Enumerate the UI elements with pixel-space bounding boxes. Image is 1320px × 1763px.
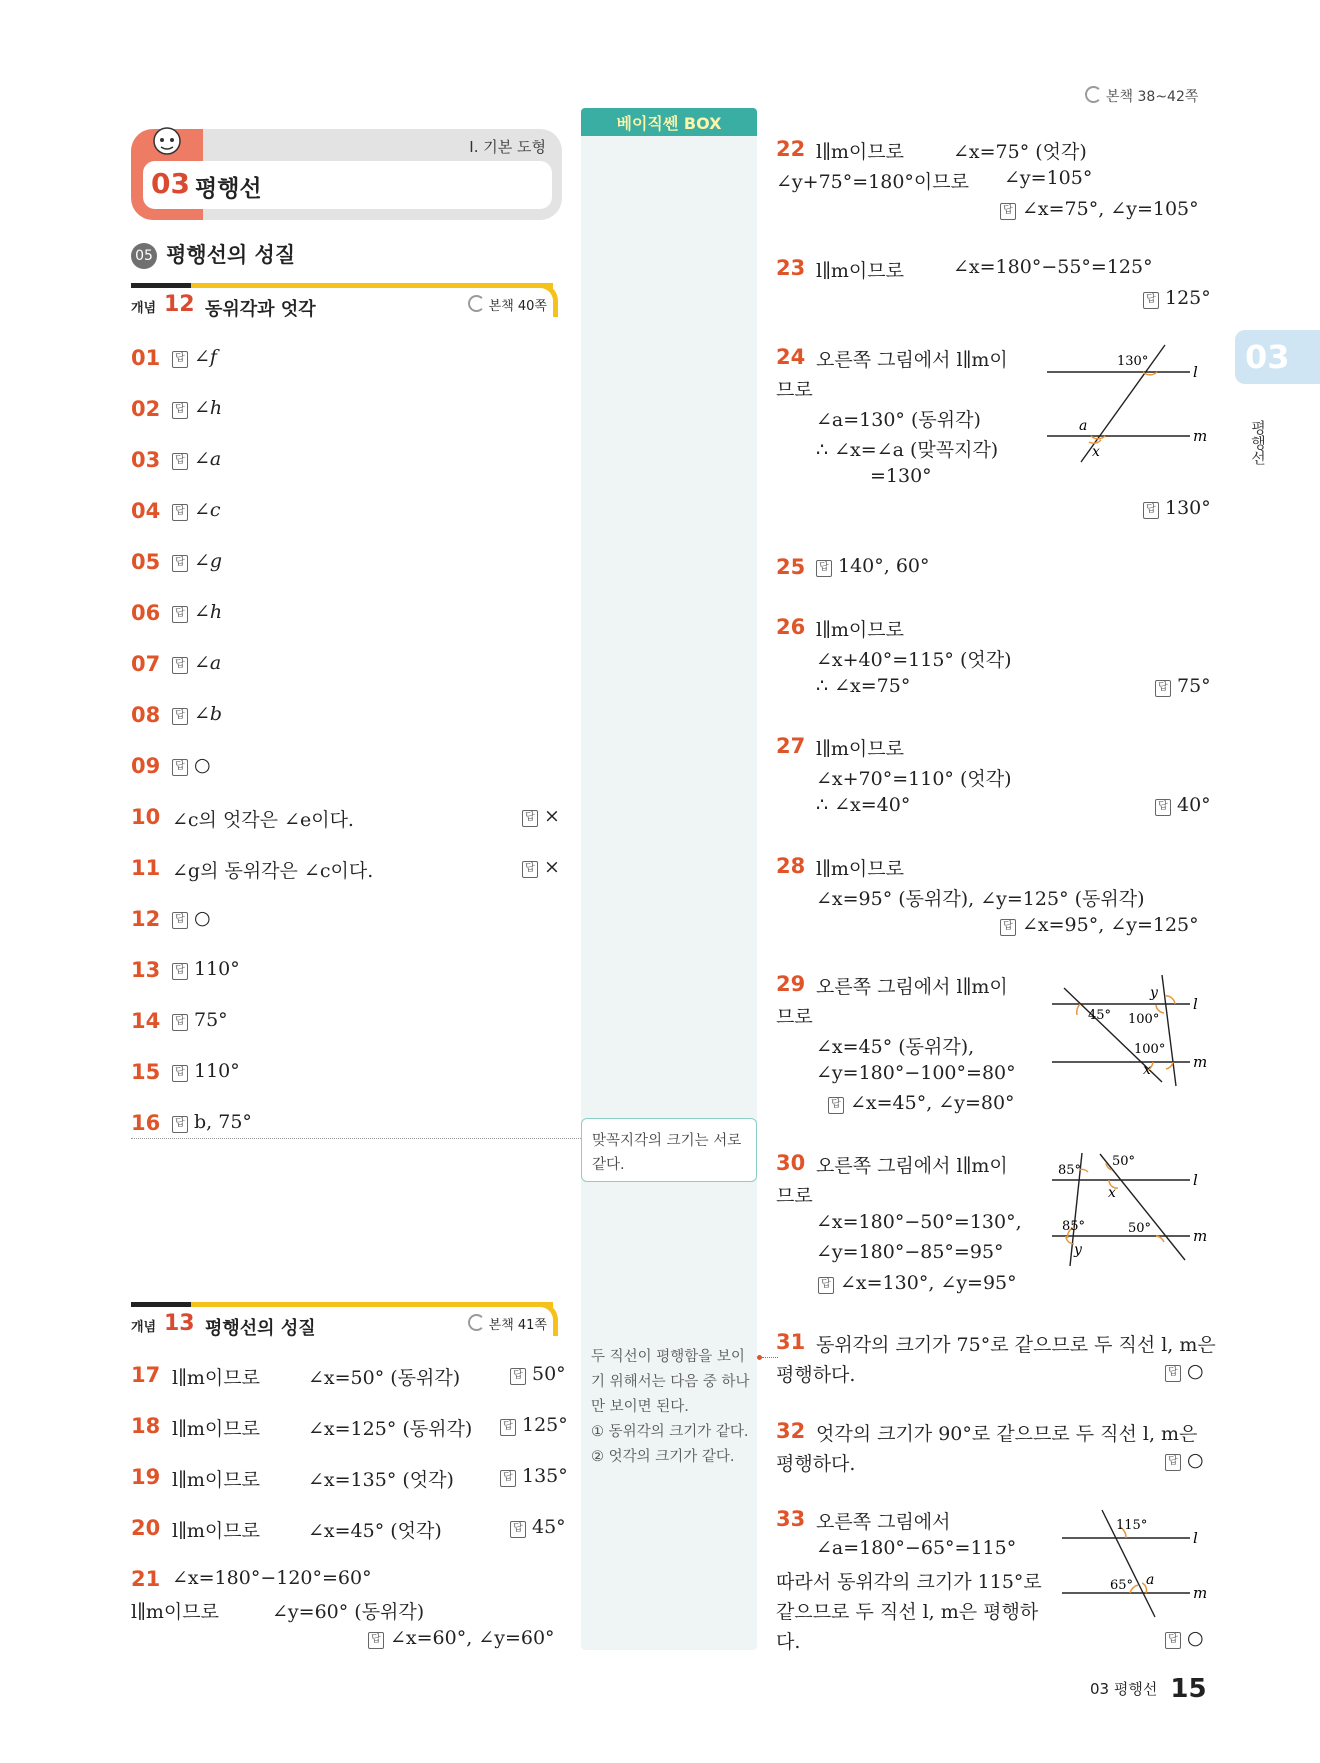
answer-value: × — [544, 805, 560, 827]
problem-number: 30 — [776, 1151, 806, 1175]
answer-value: ∠c — [194, 499, 221, 521]
answer-value: ∠g — [194, 550, 223, 572]
problem-number: 19 — [131, 1465, 161, 1489]
answer-mark-icon: 답 — [816, 560, 832, 577]
answer-value: 75° — [194, 1009, 228, 1031]
section-num-badge: 05 — [131, 243, 157, 269]
problem-text: l∥m이므로 — [172, 1418, 260, 1440]
answer-mark-icon: 답 — [510, 1368, 526, 1385]
answer-value: ∠h — [194, 601, 223, 623]
problem-number: 20 — [131, 1516, 161, 1540]
figure-label: 115° — [1116, 1518, 1148, 1533]
problem-text: 다. — [776, 1631, 801, 1653]
answer — [172, 448, 221, 470]
answer-mark-icon: 답 — [500, 1419, 516, 1436]
problem-text: ∠y=180°−100°=80° — [816, 1062, 1016, 1084]
problem-text: ∠x=95° (동위각), ∠y=125° (동위각) — [816, 888, 1145, 910]
answer-mark-icon: 답 — [522, 861, 538, 878]
figure-label: 100° — [1128, 1012, 1160, 1027]
figure-label: 50° — [1128, 1221, 1152, 1236]
answer — [172, 550, 222, 572]
chapter-num: 03 — [151, 167, 190, 200]
book-ref-icon — [468, 295, 485, 312]
answer — [172, 346, 217, 368]
concept13-title: 평행선의 성질 — [205, 1318, 316, 1339]
concept13-ref — [468, 1314, 547, 1333]
answer-mark-icon: 답 — [1155, 799, 1171, 816]
answer-mark-icon: 답 — [500, 1470, 516, 1487]
concept13-ref-text: 본책 41쪽 — [488, 1318, 547, 1333]
footer-label: 03 평행선 — [1090, 1680, 1158, 1698]
problem-number: 05 — [131, 550, 161, 574]
answer-value: 40° — [1177, 794, 1211, 816]
problem-text: ∠x=180°−55°=125° — [953, 256, 1153, 278]
problem-text: ∠y=180°−85°=95° — [816, 1241, 1004, 1263]
book-ref-icon — [468, 1314, 485, 1331]
answer-mark-icon: 답 — [172, 1116, 188, 1133]
problem-number: 15 — [131, 1060, 161, 1084]
problem-text: ∴ ∠x=40° — [816, 794, 911, 816]
problem-text: ∠x=45° (동위각), — [816, 1036, 975, 1058]
problem-text: ∠x=45° (엇각) — [308, 1520, 442, 1542]
problem-text: l∥m이므로 — [816, 141, 904, 163]
answer-mark-icon: 답 — [172, 657, 188, 674]
answer-mark-icon: 답 — [172, 1065, 188, 1082]
figure-label: 65° — [1110, 1578, 1134, 1593]
answer — [172, 499, 221, 521]
answer-mark-icon: 답 — [1165, 1632, 1181, 1649]
concept12-num: 12 — [164, 292, 195, 317]
problem-text: ∠a=180°−65°=115° — [816, 1537, 1017, 1559]
problem-number: 06 — [131, 601, 161, 625]
answer — [1165, 1360, 1204, 1382]
section-title — [131, 239, 295, 269]
answer — [500, 1414, 568, 1436]
problem-text: 므로 — [776, 379, 813, 401]
figure-label: 85° — [1058, 1163, 1082, 1178]
answer-mark-icon: 답 — [1000, 203, 1016, 220]
chapter-header — [131, 129, 562, 220]
answer-mark-icon: 답 — [368, 1632, 384, 1649]
note2-line: ② 엇각의 크기가 같다. — [591, 1449, 735, 1465]
note2-line: 두 직선이 평행함을 보이기 위해서는 다음 중 하나만 보이면 된다. — [591, 1349, 750, 1415]
problem-number: 22 — [776, 137, 806, 161]
problem-number: 16 — [131, 1111, 161, 1135]
problem-number: 07 — [131, 652, 161, 676]
problem-text: 오른쪽 그림에서 l∥m이 — [816, 349, 1008, 371]
problem-number: 27 — [776, 734, 806, 758]
problem-text: ∠y=105° — [1004, 167, 1093, 189]
problem-number: 13 — [131, 958, 161, 982]
concept12-title: 동위각과 엇각 — [205, 299, 316, 320]
figure-label: y — [1074, 1242, 1082, 1258]
problem-text: ∴ ∠x=∠a (맞꼭지각) — [816, 439, 999, 461]
problem-number: 29 — [776, 972, 806, 996]
figure-33 — [1060, 1505, 1220, 1620]
problem-number: 02 — [131, 397, 161, 421]
figure-label: 130° — [1117, 354, 1149, 369]
problem-text: 같으므로 두 직선 l, m은 평행하 — [776, 1601, 1039, 1623]
problem-text: 오른쪽 그림에서 l∥m이 — [816, 1155, 1008, 1177]
problem-text: l∥m이므로 — [172, 1469, 260, 1491]
answer — [510, 1516, 566, 1538]
page-ref-text: 본책 38~42쪽 — [1106, 89, 1199, 105]
answer-value: × — [544, 856, 560, 878]
answer — [172, 907, 211, 929]
problem-number: 01 — [131, 346, 161, 370]
figure-label: m — [1193, 1227, 1208, 1245]
answer — [1143, 497, 1211, 519]
concept13-bar-dark — [131, 1302, 191, 1307]
answer-value: ∠h — [194, 397, 223, 419]
unit-label: I. 기본 도형 — [469, 138, 546, 156]
figure-label: a — [1146, 1572, 1155, 1588]
answer-mark-icon: 답 — [1000, 919, 1016, 936]
answer-value: ∠a — [194, 652, 222, 674]
answer — [1000, 914, 1199, 936]
problem-text: ∠y+75°=180°이므로 — [776, 171, 969, 193]
answer-value: 50° — [532, 1363, 566, 1385]
problem-text: ∠x=75° (엇각) — [953, 141, 1087, 163]
note-connector-line — [762, 1357, 778, 1358]
answer — [1000, 198, 1199, 220]
concept12-ref — [468, 295, 547, 314]
answer — [828, 1092, 1015, 1114]
concept12-label: 개념 — [131, 301, 157, 316]
answer-value: ∠x=45°, ∠y=80° — [850, 1092, 1015, 1114]
answer-mark-icon: 답 — [172, 402, 188, 419]
problem-number: 12 — [131, 907, 161, 931]
problem-text: 므로 — [776, 1006, 813, 1028]
side-tab-num: 03 — [1245, 338, 1290, 376]
concept13-bar-yellow — [191, 1302, 553, 1307]
problem-text: ∠x=50° (동위각) — [308, 1367, 461, 1389]
problem-text: 평행하다. — [776, 1364, 856, 1386]
answer — [368, 1627, 555, 1649]
figure-30 — [1050, 1148, 1220, 1268]
problem-text: l∥m이므로 — [816, 738, 904, 760]
answer-value: ○ — [1187, 1360, 1204, 1382]
concept12-ref-text: 본책 40쪽 — [488, 299, 547, 314]
answer — [172, 1009, 228, 1031]
book-ref-icon — [1085, 86, 1102, 103]
problem-number: 32 — [776, 1419, 806, 1443]
basic-box-header — [581, 108, 757, 136]
problem-text: ∠x=180°−120°=60° — [172, 1567, 372, 1589]
problem-text: l∥m이므로 — [131, 1601, 219, 1623]
note2-line: ① 동위각의 크기가 같다. — [591, 1424, 749, 1440]
answer-mark-icon: 답 — [1155, 680, 1171, 697]
problem-text: l∥m이므로 — [816, 619, 904, 641]
concept12-bar-yellow — [191, 283, 553, 288]
problem-number: 04 — [131, 499, 161, 523]
answer-mark-icon: 답 — [172, 1014, 188, 1031]
side-tab-label: 평행선 — [1249, 420, 1267, 465]
problem-text: ∠c의 엇각은 ∠e이다. — [172, 809, 354, 831]
problem-number: 24 — [776, 345, 806, 369]
problem-text: l∥m이므로 — [816, 260, 904, 282]
answer-mark-icon: 답 — [172, 606, 188, 623]
problem-text: 므로 — [776, 1185, 813, 1207]
answer-mark-icon: 답 — [172, 453, 188, 470]
problem-text: 엇각의 크기가 90°로 같으므로 두 직선 l, m은 — [816, 1423, 1198, 1445]
problem-number: 21 — [131, 1567, 161, 1591]
answer — [1155, 794, 1211, 816]
answer — [816, 555, 930, 577]
answer — [522, 856, 560, 878]
problem-number: 09 — [131, 754, 161, 778]
answer-mark-icon: 답 — [1165, 1365, 1181, 1382]
problem-text: 동위각의 크기가 75°로 같으므로 두 직선 l, m은 — [816, 1334, 1216, 1356]
answer-value: 75° — [1177, 675, 1211, 697]
note1-text: 맞꼭지각의 크기는 서로 같다. — [592, 1133, 742, 1173]
answer — [172, 958, 240, 980]
figure-label: x — [1143, 1062, 1151, 1078]
problem-text: =130° — [870, 465, 932, 487]
figure-24 — [1045, 340, 1215, 465]
answer-value: b, 75° — [194, 1111, 252, 1133]
answer-mark-icon: 답 — [172, 504, 188, 521]
concept12-bar-dark — [131, 283, 191, 288]
note-connector-line — [131, 1138, 581, 1139]
concept12-header — [131, 283, 563, 319]
answer-mark-icon: 답 — [828, 1097, 844, 1114]
answer — [818, 1272, 1017, 1294]
problem-number: 10 — [131, 805, 161, 829]
basic-box-title: 베이직쎈 BOX — [616, 114, 722, 133]
figure-label: y — [1150, 985, 1158, 1001]
figure-label: 50° — [1112, 1154, 1136, 1169]
answer-mark-icon: 답 — [510, 1521, 526, 1538]
figure-label: 85° — [1062, 1219, 1086, 1234]
answer-value: ∠f — [194, 346, 217, 368]
figure-label: x — [1092, 444, 1100, 460]
answer — [500, 1465, 568, 1487]
answer-value: ∠b — [194, 703, 223, 725]
answer-value: ∠x=95°, ∠y=125° — [1022, 914, 1199, 936]
answer-value: 140°, 60° — [838, 555, 930, 577]
answer — [1155, 675, 1211, 697]
answer-value: ∠x=60°, ∠y=60° — [390, 1627, 555, 1649]
page-number: 15 — [1170, 1674, 1207, 1704]
answer-value: ∠x=130°, ∠y=95° — [840, 1272, 1017, 1294]
note-box-2 — [591, 1345, 751, 1470]
answer-value: 45° — [532, 1516, 566, 1538]
answer — [522, 805, 560, 827]
answer — [172, 652, 221, 674]
concept13-num: 13 — [164, 1311, 195, 1336]
problem-text: ∠x+70°=110° (엇각) — [816, 768, 1012, 790]
problem-number: 33 — [776, 1507, 806, 1531]
answer-value: ○ — [194, 907, 211, 929]
answer-mark-icon: 답 — [172, 912, 188, 929]
answer-value: ∠a — [194, 448, 222, 470]
problem-text: ∠x=135° (엇각) — [308, 1469, 454, 1491]
answer-value: 110° — [194, 958, 240, 980]
answer-mark-icon: 답 — [172, 351, 188, 368]
figure-label: x — [1108, 1185, 1116, 1201]
problem-number: 14 — [131, 1009, 161, 1033]
problem-number: 31 — [776, 1330, 806, 1354]
answer — [172, 601, 222, 623]
answer — [1165, 1449, 1204, 1471]
figure-label: l — [1193, 363, 1198, 381]
figure-label: m — [1193, 427, 1208, 445]
answer-value: 125° — [1165, 287, 1211, 309]
answer-mark-icon: 답 — [1165, 1454, 1181, 1471]
problem-text: ∠x=180°−50°=130°, — [816, 1211, 1022, 1233]
figure-29 — [1050, 970, 1220, 1090]
answer-mark-icon: 답 — [1143, 292, 1159, 309]
answer — [172, 397, 222, 419]
problem-text: ∠a=130° (동위각) — [816, 409, 981, 431]
side-tab — [1235, 330, 1320, 384]
page-ref — [1085, 86, 1198, 106]
problem-text: ∠x+40°=115° (엇각) — [816, 649, 1012, 671]
section-title-text: 평행선의 성질 — [166, 243, 296, 267]
problem-number: 03 — [131, 448, 161, 472]
problem-number: 23 — [776, 256, 806, 280]
answer-value: ○ — [194, 754, 211, 776]
answer-mark-icon: 답 — [522, 810, 538, 827]
note-box-1 — [581, 1118, 757, 1182]
answer — [172, 703, 222, 725]
problem-text: 오른쪽 그림에서 l∥m이 — [816, 976, 1008, 998]
problem-text: l∥m이므로 — [172, 1367, 260, 1389]
problem-text: ∴ ∠x=75° — [816, 675, 911, 697]
answer-value: 125° — [522, 1414, 568, 1436]
chapter-title: 평행선 — [195, 176, 262, 202]
figure-label: m — [1193, 1053, 1208, 1071]
answer — [1143, 287, 1211, 309]
answer-value: ∠x=75°, ∠y=105° — [1022, 198, 1199, 220]
problem-text: ∠g의 동위각은 ∠c이다. — [172, 860, 374, 882]
problem-text: ∠y=60° (동위각) — [272, 1601, 425, 1623]
problem-text: ∠x=125° (동위각) — [308, 1418, 473, 1440]
problem-text: l∥m이므로 — [172, 1520, 260, 1542]
problem-number: 25 — [776, 555, 806, 579]
answer-mark-icon: 답 — [172, 759, 188, 776]
concept13-header — [131, 1302, 563, 1338]
footer — [1090, 1674, 1207, 1704]
figure-label: 45° — [1088, 1008, 1112, 1023]
problem-text: 평행하다. — [776, 1453, 856, 1475]
answer-value: ○ — [1187, 1449, 1204, 1471]
answer-mark-icon: 답 — [172, 555, 188, 572]
problem-number: 17 — [131, 1363, 161, 1387]
answer-mark-icon: 답 — [172, 963, 188, 980]
problem-number: 18 — [131, 1414, 161, 1438]
figure-label: m — [1193, 1584, 1208, 1602]
problem-number: 08 — [131, 703, 161, 727]
problem-number: 11 — [131, 856, 161, 880]
answer — [172, 754, 211, 776]
answer — [510, 1363, 566, 1385]
figure-label: l — [1193, 1529, 1198, 1547]
answer-mark-icon: 답 — [818, 1277, 834, 1294]
answer-value: 135° — [522, 1465, 568, 1487]
answer-value: 110° — [194, 1060, 240, 1082]
answer-value: ○ — [1187, 1627, 1204, 1649]
answer-mark-icon: 답 — [1143, 502, 1159, 519]
answer-mark-icon: 답 — [172, 708, 188, 725]
figure-label: l — [1193, 1171, 1198, 1189]
figure-label: 100° — [1134, 1042, 1166, 1057]
problem-number: 28 — [776, 854, 806, 878]
problem-text: 오른쪽 그림에서 — [816, 1511, 951, 1533]
answer — [1165, 1627, 1204, 1649]
problem-text: l∥m이므로 — [816, 858, 904, 880]
figure-label: l — [1193, 995, 1198, 1013]
answer — [172, 1111, 252, 1133]
concept13-label: 개념 — [131, 1320, 157, 1335]
answer-value: 130° — [1165, 497, 1211, 519]
answer — [172, 1060, 240, 1082]
problem-text: 따라서 동위각의 크기가 115°로 — [776, 1571, 1042, 1593]
mascot-icon — [147, 125, 187, 165]
figure-label: a — [1079, 418, 1088, 434]
problem-number: 26 — [776, 615, 806, 639]
